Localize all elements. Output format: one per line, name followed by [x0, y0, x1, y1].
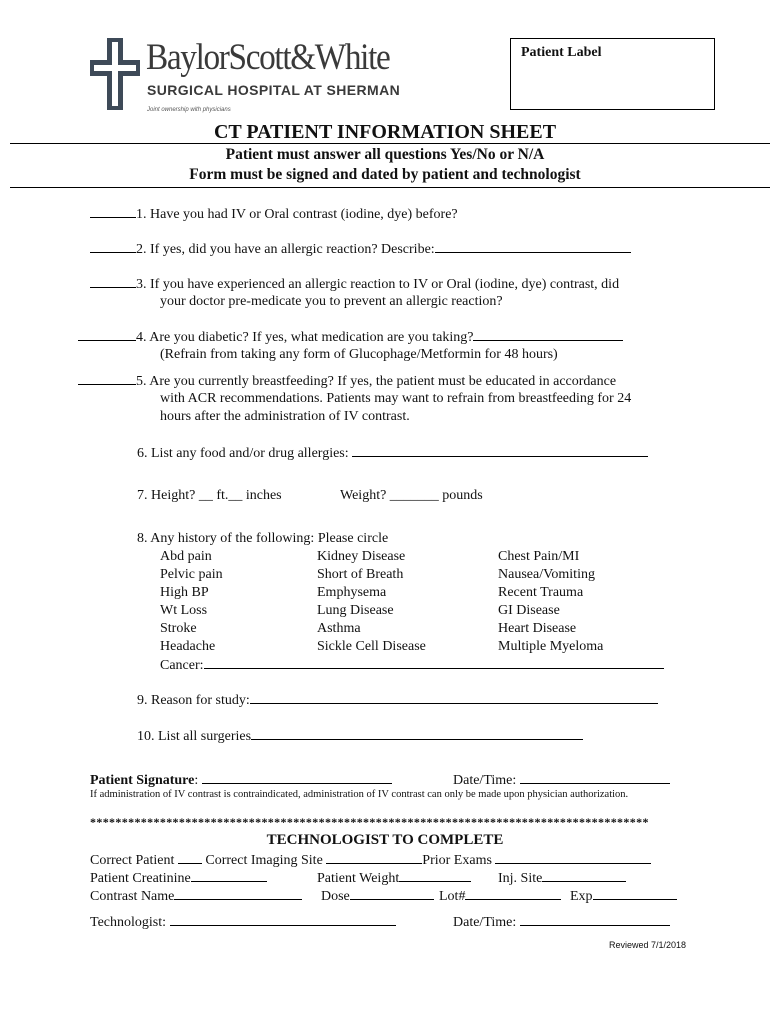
question-10: 10. List all surgeries — [137, 727, 583, 746]
question-5-cont: with ACR recommendations. Patients may want to refrain from breastfeeding for 24 — [160, 391, 632, 406]
cancer-line: Cancer: — [160, 656, 664, 675]
question-7-weight[interactable]: Weight? _______ pounds — [340, 488, 483, 503]
surgeries-field[interactable] — [251, 727, 583, 740]
history-option[interactable]: Sickle Cell Disease — [317, 639, 426, 654]
tech-datetime-field[interactable] — [520, 913, 670, 926]
answer-blank-3[interactable] — [90, 275, 136, 288]
question-8: 8. Any history of the following: Please circle — [137, 531, 389, 546]
tech-datetime-line: Date/Time: — [453, 913, 670, 931]
correct-site-field[interactable] — [326, 851, 422, 864]
history-col-2 — [317, 548, 426, 656]
question-3: 3. If you have experienced an allergic reaction to IV or Oral (iodine, dye) contrast, did — [90, 275, 619, 294]
tech-row-2b: Patient Weight — [317, 869, 471, 887]
history-option[interactable]: Headache — [160, 639, 216, 654]
history-option[interactable]: GI Disease — [498, 603, 560, 618]
history-option[interactable]: Nausea/Vomiting — [498, 567, 595, 582]
tech-row-2c: Inj. Site — [498, 869, 626, 887]
tech-row-3c: Lot# — [439, 887, 561, 905]
question-1: 1. Have you had IV or Oral contrast (iodine, dye) before? — [90, 205, 458, 224]
hospital-logo — [90, 34, 401, 120]
cancer-field[interactable] — [204, 656, 664, 669]
history-option[interactable]: Abd pain — [160, 549, 212, 564]
patient-label-text: Patient Label — [521, 45, 602, 60]
technologist-heading: TECHNOLOGIST TO COMPLETE — [266, 832, 504, 848]
contrast-name-field[interactable] — [174, 887, 302, 900]
answer-blank-4[interactable] — [78, 328, 136, 341]
describe-field[interactable] — [435, 240, 631, 253]
creatinine-field[interactable] — [191, 869, 267, 882]
history-option[interactable]: Lung Disease — [317, 603, 394, 618]
contrast-note: If administration of IV contrast is contraindicated, administration of IV contrast can only be made upon physician authorization. — [90, 789, 629, 800]
history-option[interactable]: Stroke — [160, 621, 197, 636]
patient-weight-field[interactable] — [399, 869, 471, 882]
history-option[interactable]: Recent Trauma — [498, 585, 584, 600]
patient-label-box[interactable] — [510, 38, 715, 110]
history-option[interactable]: Chest Pain/MI — [498, 549, 580, 564]
tech-row-3: Contrast Name — [90, 887, 302, 905]
reason-field[interactable] — [250, 691, 658, 704]
instruction-line-2: Form must be signed and dated by patient and technologist — [189, 166, 581, 183]
correct-patient-field[interactable] — [178, 851, 202, 864]
history-option[interactable]: Multiple Myeloma — [498, 639, 604, 654]
question-3-cont: your doctor pre-medicate you to prevent an allergic reaction? — [160, 294, 503, 309]
history-option[interactable]: Asthma — [317, 621, 361, 636]
patient-signature-line: Patient Signature: — [90, 771, 392, 789]
exp-field[interactable] — [593, 887, 677, 900]
divider — [10, 187, 770, 188]
answer-blank-1[interactable] — [90, 205, 136, 218]
tech-row-1: Correct Patient Correct Imaging Site Prior Exams — [90, 851, 651, 869]
answer-blank-5[interactable] — [78, 372, 136, 385]
question-4: 4. Are you diabetic? If yes, what medication are you taking? — [78, 328, 623, 347]
lot-field[interactable] — [465, 887, 561, 900]
question-5: 5. Are you currently breastfeeding? If yes, the patient must be educated in accordance — [78, 372, 616, 391]
history-option[interactable]: Emphysema — [317, 585, 387, 600]
dose-field[interactable] — [350, 887, 434, 900]
tech-row-3d: Exp — [570, 887, 677, 905]
history-col-3 — [498, 548, 603, 656]
cross-logo-icon — [90, 38, 140, 110]
history-option[interactable]: Kidney Disease — [317, 549, 406, 564]
tech-row-3b: Dose — [321, 887, 434, 905]
history-option[interactable]: Pelvic pain — [160, 567, 223, 582]
logo-subtitle: SURGICAL HOSPITAL AT SHERMAN — [147, 82, 401, 98]
reviewed-date: Reviewed 7/1/2018 — [609, 940, 687, 950]
history-col-1 — [160, 548, 223, 656]
tech-row-2: Patient Creatinine — [90, 869, 267, 887]
history-option[interactable]: Short of Breath — [317, 567, 404, 582]
history-option[interactable]: Wt Loss — [160, 603, 208, 618]
answer-blank-2[interactable] — [90, 240, 136, 253]
medication-field[interactable] — [473, 328, 623, 341]
history-option[interactable]: High BP — [160, 585, 209, 600]
question-5-cont: hours after the administration of IV contrast. — [160, 409, 410, 424]
signature-field[interactable] — [202, 771, 392, 784]
patient-datetime-field[interactable] — [520, 771, 670, 784]
question-7-height[interactable]: 7. Height? __ ft.__ inches — [137, 488, 282, 503]
technologist-field[interactable] — [170, 913, 396, 926]
patient-datetime-line: Date/Time: — [453, 771, 670, 789]
question-4-note: (Refrain from taking any form of Glucophage/Metformin for 48 hours) — [160, 347, 558, 362]
inj-site-field[interactable] — [542, 869, 626, 882]
question-6: 6. List any food and/or drug allergies: — [137, 444, 648, 463]
history-option[interactable]: Heart Disease — [498, 621, 577, 636]
logo-brand: BaylorScott&White — [146, 37, 390, 78]
allergies-field[interactable] — [352, 444, 648, 457]
prior-exams-field[interactable] — [495, 851, 651, 864]
divider — [10, 143, 770, 144]
question-2: 2. If yes, did you have an allergic reaction? Describe: — [90, 240, 631, 259]
logo-tagline: Joint ownership with physicians — [147, 107, 231, 113]
form-title: CT PATIENT INFORMATION SHEET — [213, 121, 557, 143]
instruction-line-1: Patient must answer all questions Yes/No or N/A — [225, 146, 545, 163]
separator-stars: **************************************************************************************** — [90, 815, 649, 829]
technologist-line: Technologist: — [90, 913, 396, 931]
question-9: 9. Reason for study: — [137, 691, 658, 710]
